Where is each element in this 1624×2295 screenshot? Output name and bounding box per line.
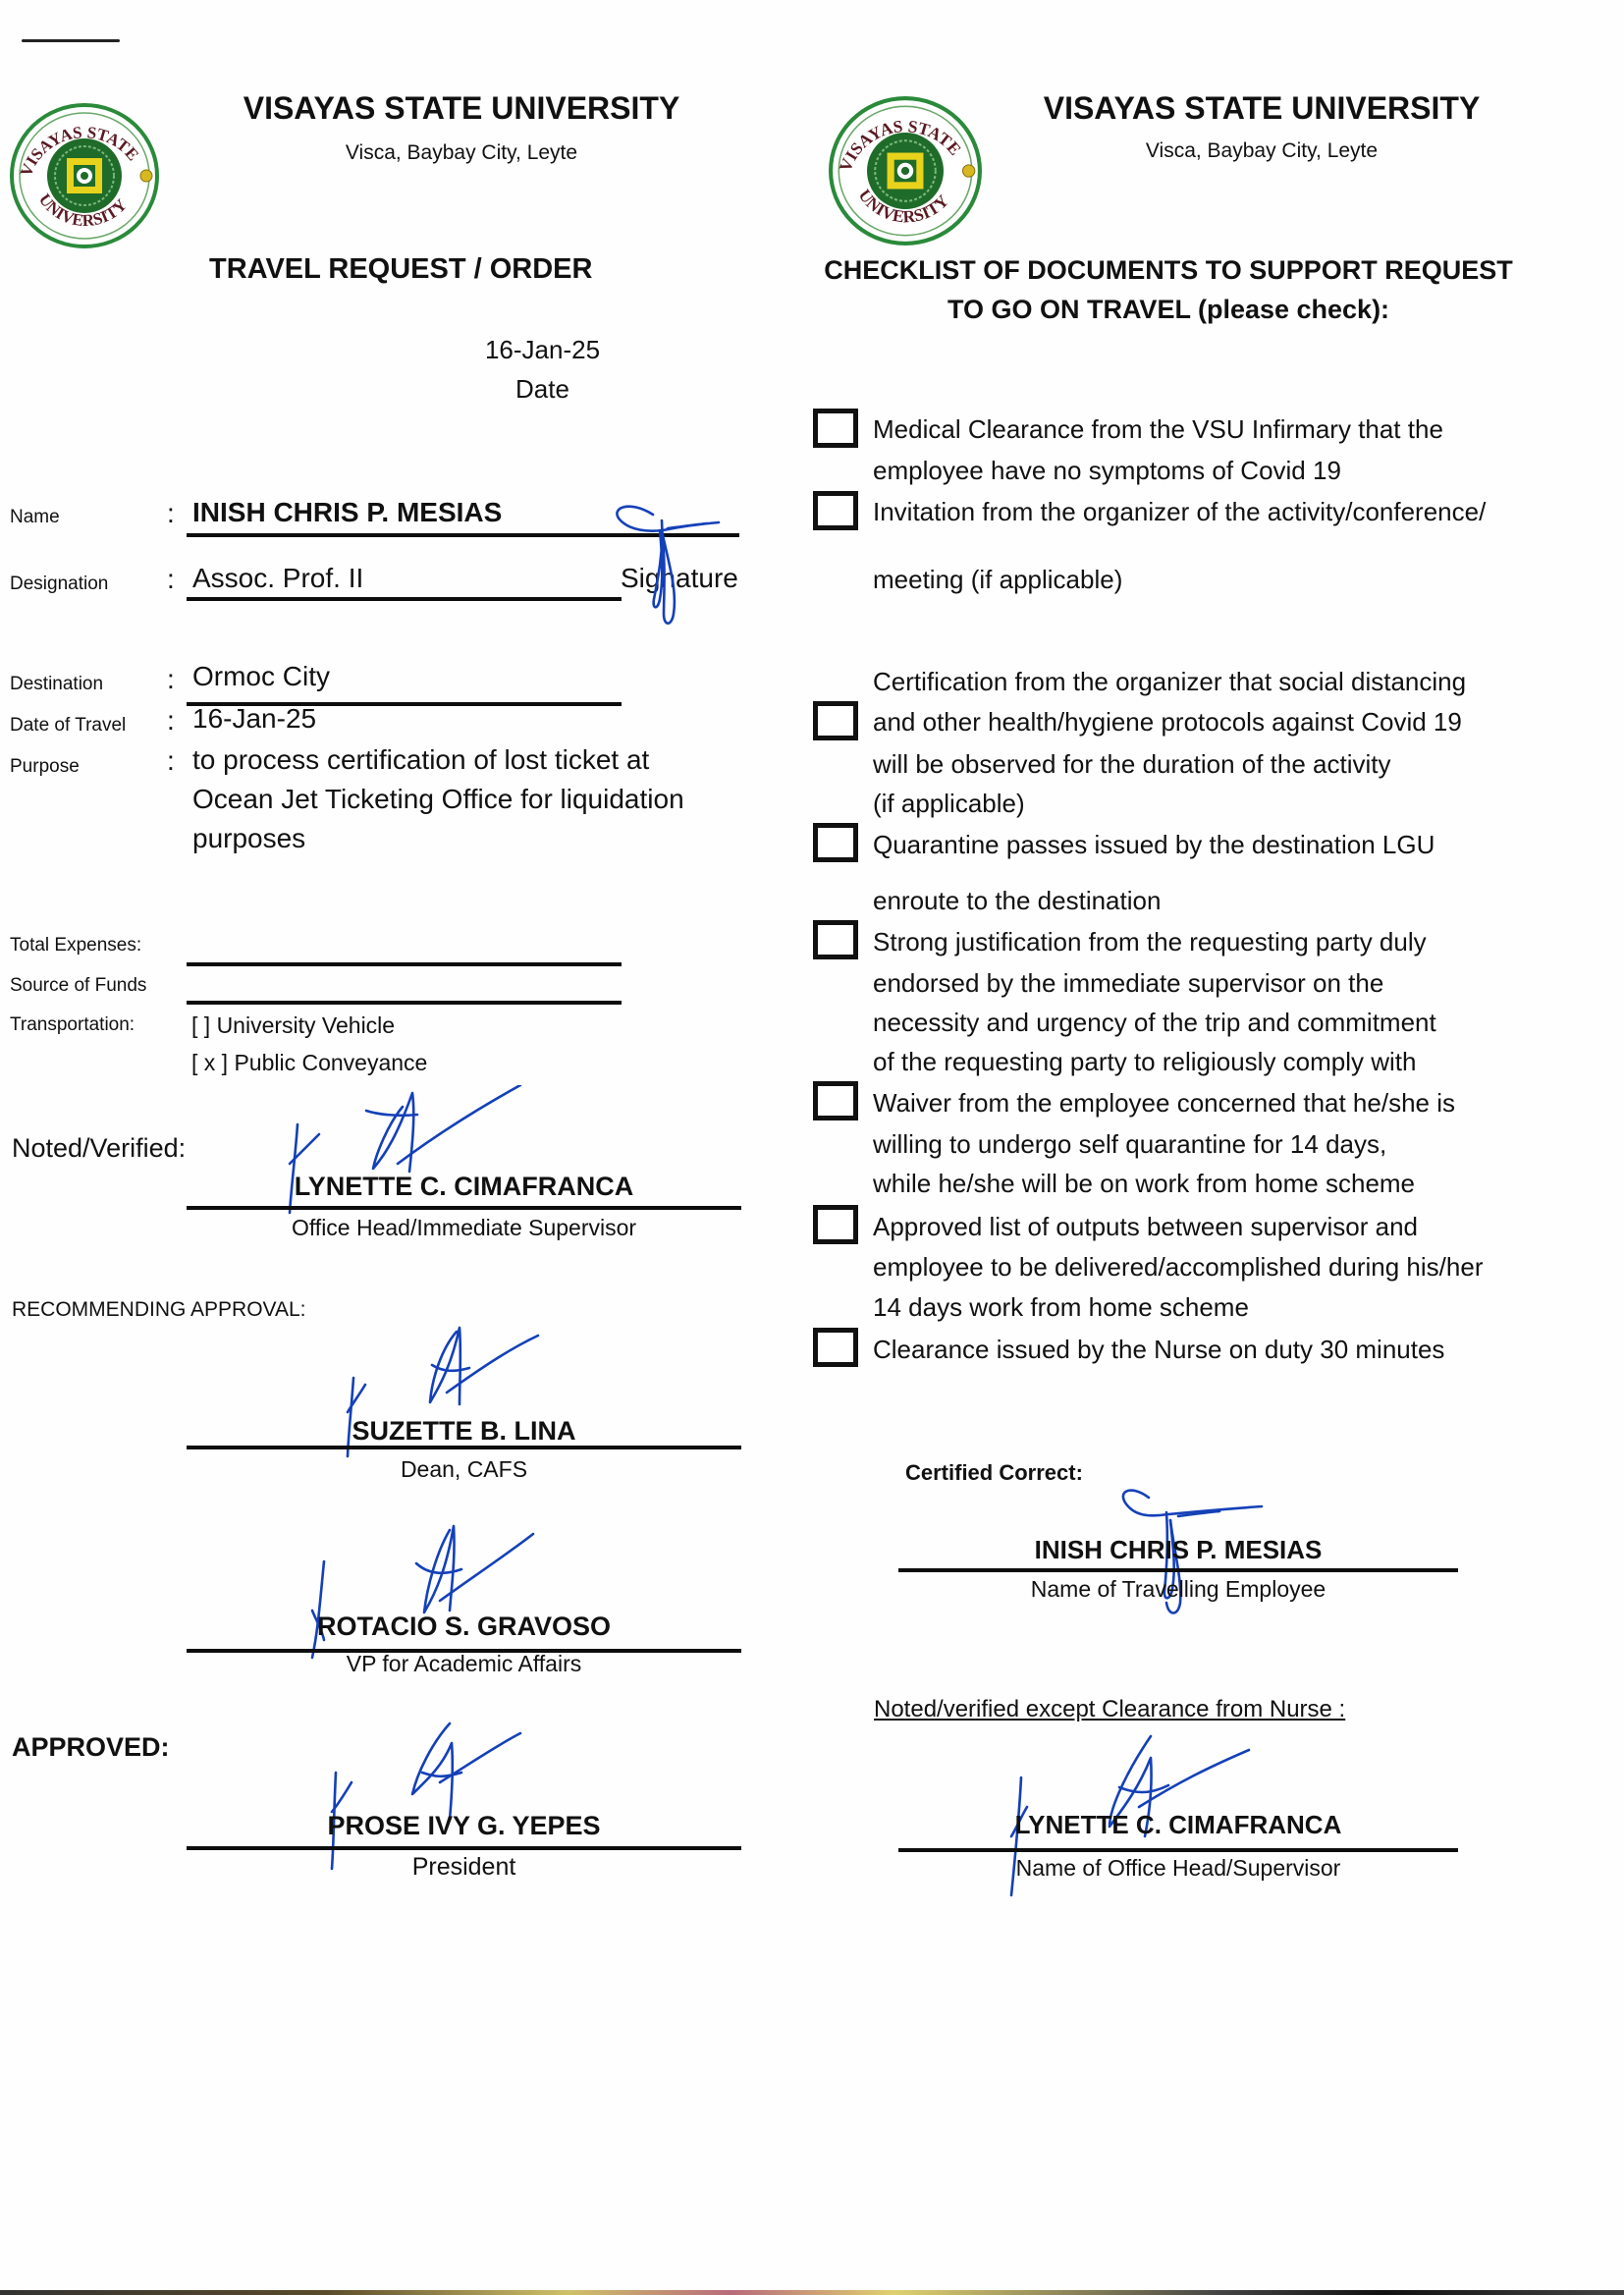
certified-employee-title: Name of Travelling Employee bbox=[1030, 1576, 1326, 1602]
destination-label: Destination bbox=[10, 674, 104, 694]
transport-option-label: Public Conveyance bbox=[234, 1050, 428, 1075]
supervisor-title: Name of Office Head/Supervisor bbox=[1015, 1855, 1341, 1881]
checklist-item-text: endorsed by the immediate supervisor on the bbox=[873, 968, 1384, 998]
transportation-label: Transportation: bbox=[10, 1014, 135, 1035]
transport-option-public-conveyance bbox=[191, 1050, 427, 1076]
vpaa-title: VP for Academic Affairs bbox=[346, 1651, 582, 1676]
checklist-item-text: willing to undergo self quarantine for 14 days, bbox=[873, 1129, 1387, 1159]
checklist-item-text: meeting (if applicable) bbox=[873, 565, 1123, 594]
checklist-title-line1: CHECKLIST OF DOCUMENTS TO SUPPORT REQUEST bbox=[824, 255, 1513, 285]
source-of-funds-label: Source of Funds bbox=[10, 975, 147, 996]
noted-verified-signature bbox=[280, 1085, 535, 1223]
checklist-item-text: 14 days work from home scheme bbox=[873, 1292, 1249, 1322]
purpose-line-2: Ocean Jet Ticketing Office for liquidation bbox=[192, 784, 684, 814]
noted-verified-signline bbox=[187, 1206, 741, 1210]
date-of-travel-label: Date of Travel bbox=[10, 715, 127, 736]
checklist-checkbox-approved-outputs[interactable] bbox=[813, 1205, 858, 1244]
destination-value: Ormoc City bbox=[192, 661, 330, 691]
scan-bottom-edge bbox=[0, 2290, 1624, 2295]
checklist-item-text: necessity and urgency of the trip and commitment bbox=[873, 1008, 1436, 1037]
svg-text:VISAYAS STATE: VISAYAS STATE bbox=[835, 116, 966, 175]
checklist-item-text: Medical Clearance from the VSU Infirmary that the bbox=[873, 414, 1443, 444]
date-of-travel-colon: : bbox=[167, 705, 175, 736]
recommending-approval-label: RECOMMENDING APPROVAL: bbox=[12, 1298, 306, 1321]
designation-underline bbox=[187, 597, 622, 601]
employee-signature bbox=[609, 491, 727, 628]
checklist-title-line2: TO GO ON TRAVEL (please check): bbox=[947, 295, 1390, 324]
noted-verified-title: Office Head/Immediate Supervisor bbox=[291, 1215, 637, 1240]
checklist-checkbox-certification-protocols[interactable] bbox=[813, 701, 858, 740]
transport-checkbox-mark: [ ] bbox=[191, 1012, 211, 1038]
dean-title: Dean, CAFS bbox=[400, 1456, 528, 1482]
certified-employee-name: INISH CHRIS P. MESIAS bbox=[1034, 1535, 1323, 1564]
checklist-checkbox-strong-justification[interactable] bbox=[813, 920, 858, 959]
university-name-left: VISAYAS STATE UNIVERSITY bbox=[243, 90, 680, 126]
checklist-checkbox-medical-clearance[interactable] bbox=[813, 409, 858, 448]
checklist-item-text: Invitation from the organizer of the activity/conference/ bbox=[873, 497, 1487, 526]
checklist-checkbox-waiver[interactable] bbox=[813, 1081, 858, 1120]
vpaa-signature bbox=[295, 1522, 550, 1669]
transport-checkbox-mark: [ x ] bbox=[191, 1050, 229, 1075]
checklist-checkbox-invitation[interactable] bbox=[813, 491, 858, 530]
signature-label: Signature bbox=[621, 563, 738, 593]
purpose-colon: : bbox=[167, 745, 175, 776]
approved-label: APPROVED: bbox=[12, 1732, 170, 1762]
checklist-item-text: employee to be delivered/accomplished during his/her bbox=[873, 1252, 1484, 1282]
vsu-seal-logo-left bbox=[8, 101, 161, 250]
university-address-right: Visca, Baybay City, Leyte bbox=[1145, 139, 1379, 162]
dean-name: SUZETTE B. LINA bbox=[352, 1416, 576, 1446]
total-expenses-label: Total Expenses: bbox=[10, 935, 142, 956]
vpaa-name: ROTACIO S. GRAVOSO bbox=[316, 1612, 612, 1641]
certified-signline bbox=[898, 1568, 1458, 1572]
noted-except-nurse-label: Noted/verified except Clearance from Nurse : bbox=[874, 1696, 1346, 1722]
checklist-item-text: Approved list of outputs between supervisor and bbox=[873, 1212, 1419, 1241]
designation-colon: : bbox=[167, 564, 175, 594]
name-colon: : bbox=[167, 498, 175, 528]
svg-text:UNIVERSITY: UNIVERSITY bbox=[854, 185, 953, 227]
president-signline bbox=[187, 1846, 741, 1850]
request-date-label: Date bbox=[515, 374, 569, 404]
supervisor-name: LYNETTE C. CIMAFRANCA bbox=[1014, 1810, 1342, 1839]
source-of-funds-underline bbox=[187, 1001, 622, 1005]
total-expenses-underline bbox=[187, 962, 622, 966]
destination-colon: : bbox=[167, 664, 175, 694]
name-label: Name bbox=[10, 507, 60, 527]
university-name-right: VISAYAS STATE UNIVERSITY bbox=[1043, 90, 1481, 126]
supervisor-signline bbox=[898, 1848, 1458, 1852]
purpose-label: Purpose bbox=[10, 756, 80, 777]
university-address-left: Visca, Baybay City, Leyte bbox=[345, 141, 578, 164]
checklist-item-text: while he/she will be on work from home scheme bbox=[873, 1169, 1416, 1198]
checklist-item-text: employee have no symptoms of Covid 19 bbox=[873, 456, 1341, 485]
transport-option-university-vehicle bbox=[191, 1012, 395, 1039]
purpose-line-1: to process certification of lost ticket at bbox=[192, 744, 650, 775]
checklist-item-text: Certification from the organizer that social distancing bbox=[873, 667, 1467, 696]
checklist-item-text: enroute to the destination bbox=[873, 886, 1162, 915]
svg-text:VISAYAS STATE: VISAYAS STATE bbox=[16, 123, 143, 180]
scan-mark bbox=[22, 39, 120, 42]
checklist-item-text: will be observed for the duration of the activity bbox=[873, 749, 1391, 779]
president-name: PROSE IVY G. YEPES bbox=[327, 1811, 601, 1840]
checklist-item-text: Waiver from the employee concerned that he/she is bbox=[873, 1088, 1455, 1118]
purpose-line-3: purposes bbox=[192, 823, 306, 853]
noted-verified-label: Noted/Verified: bbox=[12, 1133, 187, 1163]
svg-text:UNIVERSITY: UNIVERSITY bbox=[34, 190, 131, 231]
checklist-item-text: Strong justification from the requesting party duly bbox=[873, 927, 1427, 956]
president-title: President bbox=[411, 1853, 516, 1881]
transport-option-label: University Vehicle bbox=[216, 1012, 396, 1038]
checklist-checkbox-nurse-clearance[interactable] bbox=[813, 1328, 858, 1367]
checklist-item-text: (if applicable) bbox=[873, 789, 1025, 818]
checklist-item-text: Quarantine passes issued by the destination LGU bbox=[873, 830, 1435, 859]
request-date: 16-Jan-25 bbox=[484, 335, 601, 364]
form-title: TRAVEL REQUEST / ORDER bbox=[209, 253, 593, 285]
checklist-item-text: Clearance issued by the Nurse on duty 30 minutes bbox=[873, 1335, 1445, 1364]
name-value: INISH CHRIS P. MESIAS bbox=[192, 497, 503, 527]
designation-value: Assoc. Prof. II bbox=[192, 563, 364, 593]
date-of-travel-value: 16-Jan-25 bbox=[192, 703, 317, 734]
dean-signline bbox=[187, 1446, 741, 1449]
noted-verified-name: LYNETTE C. CIMAFRANCA bbox=[294, 1172, 634, 1201]
designation-label: Designation bbox=[10, 574, 109, 594]
checklist-item-text: of the requesting party to religiously comply with bbox=[873, 1047, 1417, 1076]
checklist-item-text: and other health/hygiene protocols against Covid 19 bbox=[873, 707, 1462, 737]
checklist-checkbox-quarantine-passes[interactable] bbox=[813, 823, 858, 862]
vsu-seal-logo-right bbox=[823, 94, 988, 247]
certified-correct-label: Certified Correct: bbox=[905, 1460, 1083, 1485]
